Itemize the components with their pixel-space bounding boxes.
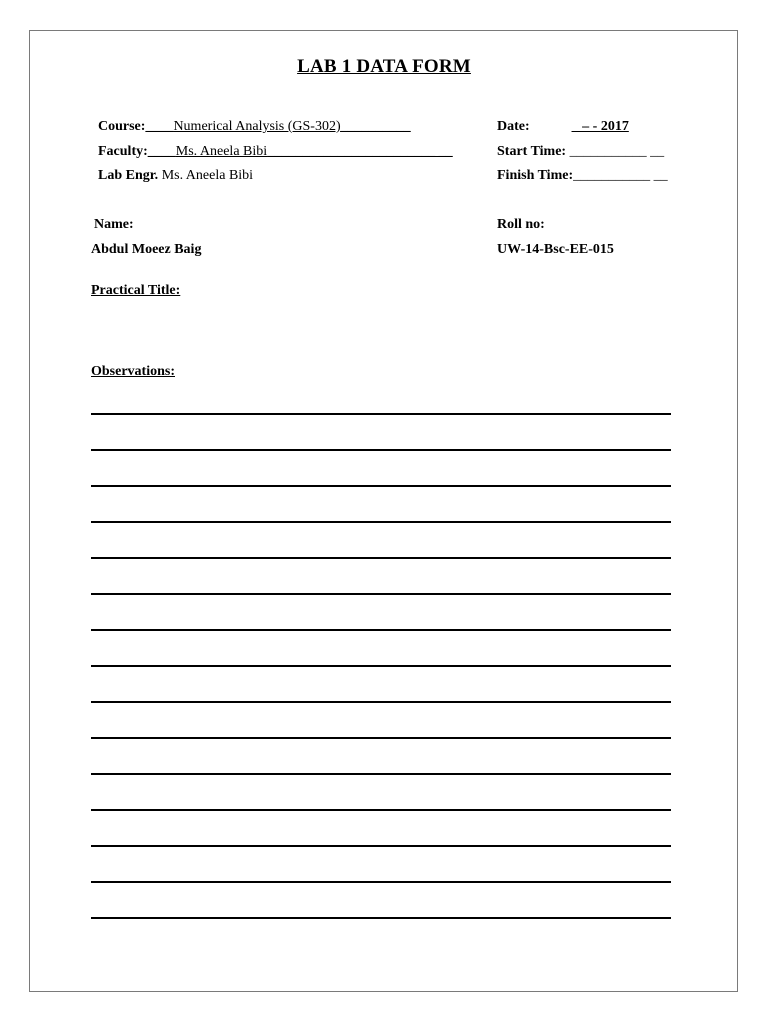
course-tail: __________ bbox=[340, 119, 411, 134]
observation-line[interactable] bbox=[91, 593, 671, 595]
observation-line[interactable] bbox=[91, 485, 671, 487]
observation-line[interactable] bbox=[91, 809, 671, 811]
form-title: LAB 1 DATA FORM bbox=[297, 56, 471, 77]
faculty-lead: ____ bbox=[147, 144, 176, 159]
start-time-label: Start Time: bbox=[497, 144, 567, 159]
observation-line[interactable] bbox=[91, 521, 671, 523]
observation-line[interactable] bbox=[91, 665, 671, 667]
date-value[interactable]: _ – - 2017 bbox=[571, 119, 629, 134]
observation-line[interactable] bbox=[91, 773, 671, 775]
roll-no-label: Roll no: bbox=[497, 217, 545, 232]
start-time-value[interactable]: ___________ __ bbox=[569, 144, 665, 159]
roll-no-value[interactable]: UW-14-Bsc-EE-015 bbox=[497, 242, 614, 257]
faculty-value[interactable]: Ms. Aneela Bibi bbox=[175, 144, 268, 159]
faculty-field bbox=[98, 144, 453, 160]
faculty-tail: ________________________ __ bbox=[267, 144, 453, 159]
observation-line[interactable] bbox=[91, 629, 671, 631]
name-label: Name: bbox=[94, 217, 134, 232]
observation-line[interactable] bbox=[91, 845, 671, 847]
lab-engr-field bbox=[98, 168, 253, 184]
date-label: Date: bbox=[497, 119, 530, 134]
finish-time-value[interactable]: ___________ __ bbox=[573, 168, 668, 183]
date-field bbox=[497, 119, 629, 135]
finish-time-field bbox=[497, 168, 668, 184]
lab-engr-label: Lab Engr. bbox=[98, 168, 159, 183]
observation-line[interactable] bbox=[91, 449, 671, 451]
course-label: Course: bbox=[98, 119, 146, 134]
course-lead: ____ bbox=[145, 119, 174, 134]
observation-line[interactable] bbox=[91, 557, 671, 559]
faculty-label: Faculty: bbox=[98, 144, 148, 159]
practical-title-label: Practical Title: bbox=[91, 283, 181, 298]
start-time-field bbox=[497, 144, 664, 160]
name-value[interactable]: Abdul Moeez Baig bbox=[91, 242, 202, 257]
observation-line[interactable] bbox=[91, 413, 671, 415]
finish-time-label: Finish Time: bbox=[497, 168, 574, 183]
course-field bbox=[98, 119, 411, 135]
course-value[interactable]: Numerical Analysis (GS-302) bbox=[173, 119, 341, 134]
observation-line[interactable] bbox=[91, 701, 671, 703]
observation-line[interactable] bbox=[91, 917, 671, 919]
observation-line[interactable] bbox=[91, 737, 671, 739]
lab-engr-value[interactable]: Ms. Aneela Bibi bbox=[161, 168, 254, 183]
observation-line[interactable] bbox=[91, 881, 671, 883]
observations-label: Observations: bbox=[91, 364, 175, 379]
